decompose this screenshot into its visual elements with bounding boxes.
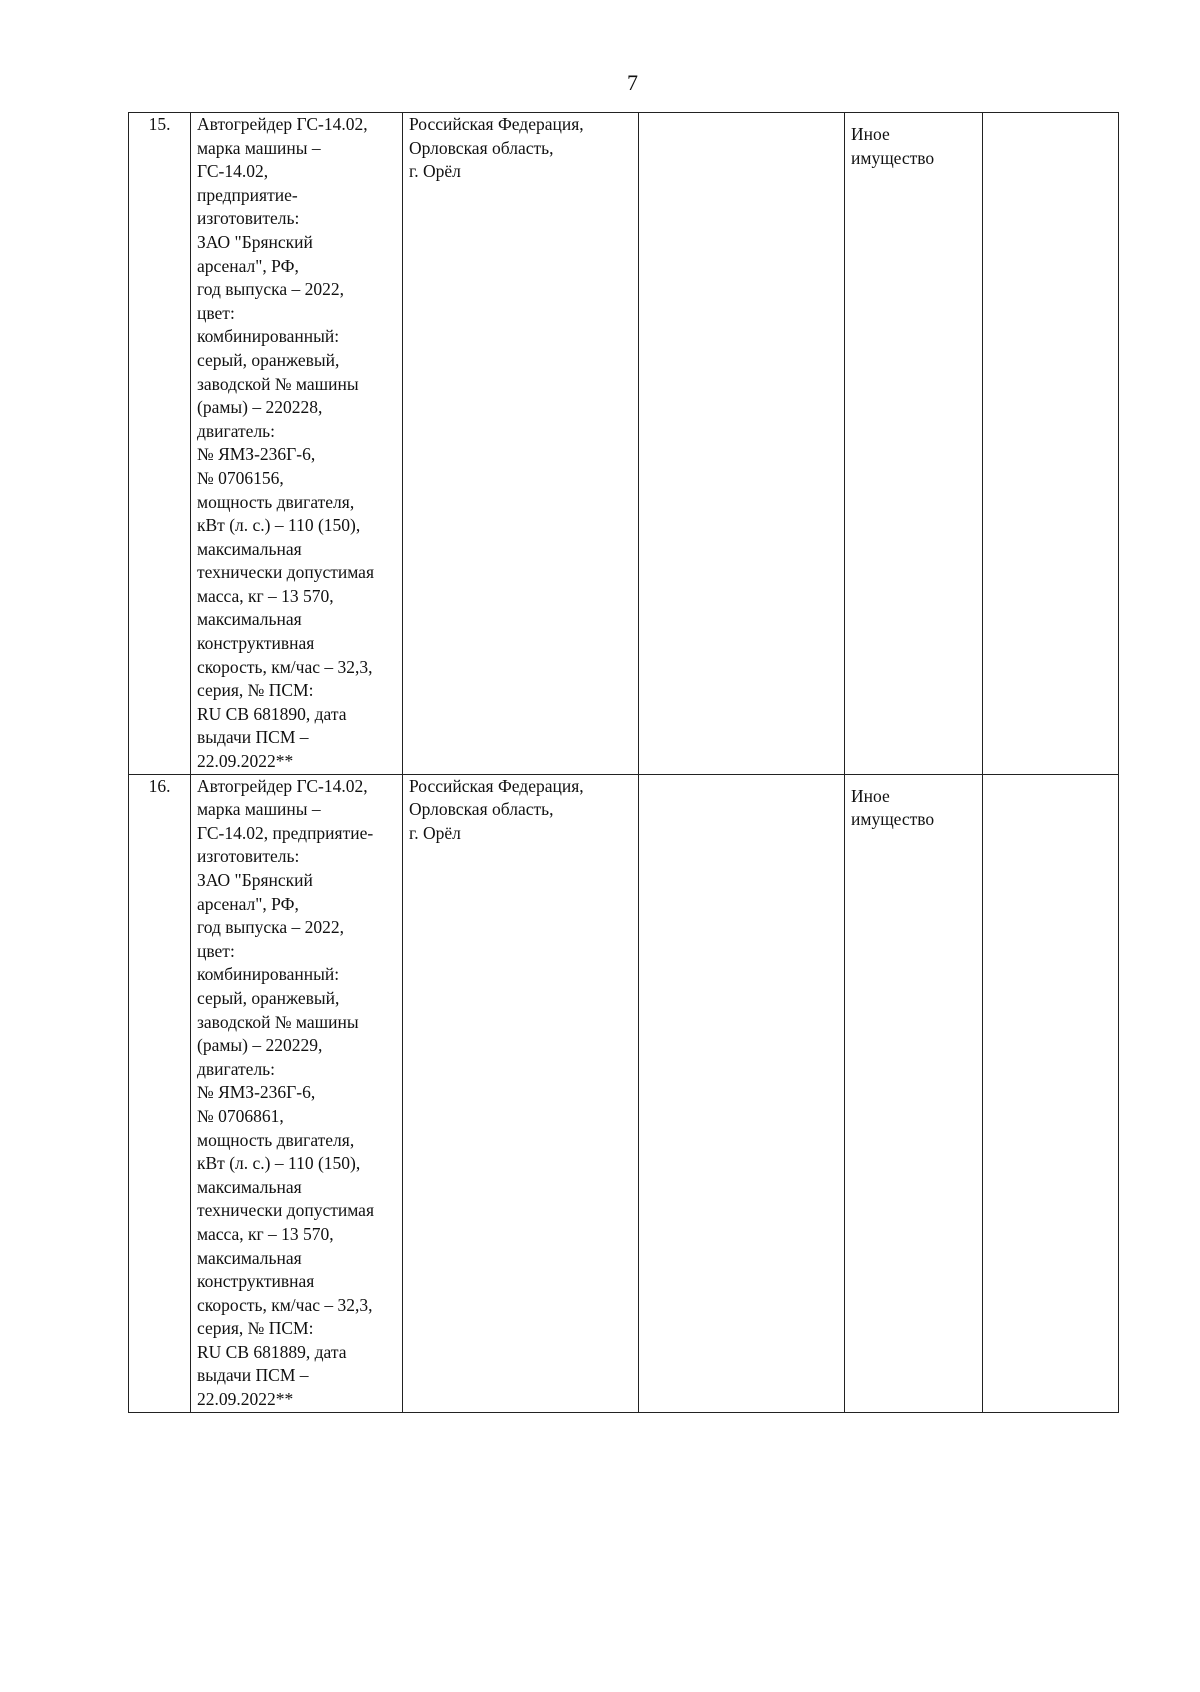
- row-number-cell: 15.: [129, 113, 191, 775]
- property-address-cell: Российская Федерация, Орловская область, г. Орёл: [403, 774, 639, 1412]
- empty-cell: [983, 774, 1119, 1412]
- property-description-cell: Автогрейдер ГС-14.02, марка машины – ГС-14.02, предприятие- изготовитель: ЗАО "Брянский арсенал", РФ, год выпуска – 2022, цвет: комбинированный: серый, оранжевый, заводской № машины (рамы) – 220229, двигатель: № ЯМЗ-236Г-6, № 0706861, мощность двигателя, кВт (л. с.) – 110 (150), максимальная технически допустимая масса, кг – 13 570, максимальная конструктивная скорость, км/час – 32,3, серия, № ПСМ: RU СВ 681889, дата выдачи ПСМ – 22.09.2022**: [191, 774, 403, 1412]
- property-description-cell: Автогрейдер ГС-14.02, марка машины – ГС-14.02, предприятие- изготовитель: ЗАО "Брянский арсенал", РФ, год выпуска – 2022, цвет: комбинированный: серый, оранжевый, заводской № машины (рамы) – 220228, двигатель: № ЯМЗ-236Г-6, № 0706156, мощность двигателя, кВт (л. с.) – 110 (150), максимальная технически допустимая масса, кг – 13 570, максимальная конструктивная скорость, км/час – 32,3, серия, № ПСМ: RU СВ 681890, дата выдачи ПСМ – 22.09.2022**: [191, 113, 403, 775]
- property-type-cell: Иное имущество: [845, 113, 983, 775]
- property-type-cell: Иное имущество: [845, 774, 983, 1412]
- empty-cell: [639, 113, 845, 775]
- page-number: 7: [627, 70, 638, 95]
- table-row: [129, 774, 1119, 1412]
- table-row: [129, 113, 1119, 775]
- property-registry-table: [128, 112, 1119, 1413]
- empty-cell: [639, 774, 845, 1412]
- empty-cell: [983, 113, 1119, 775]
- row-number-cell: 16.: [129, 774, 191, 1412]
- property-address-cell: Российская Федерация, Орловская область, г. Орёл: [403, 113, 639, 775]
